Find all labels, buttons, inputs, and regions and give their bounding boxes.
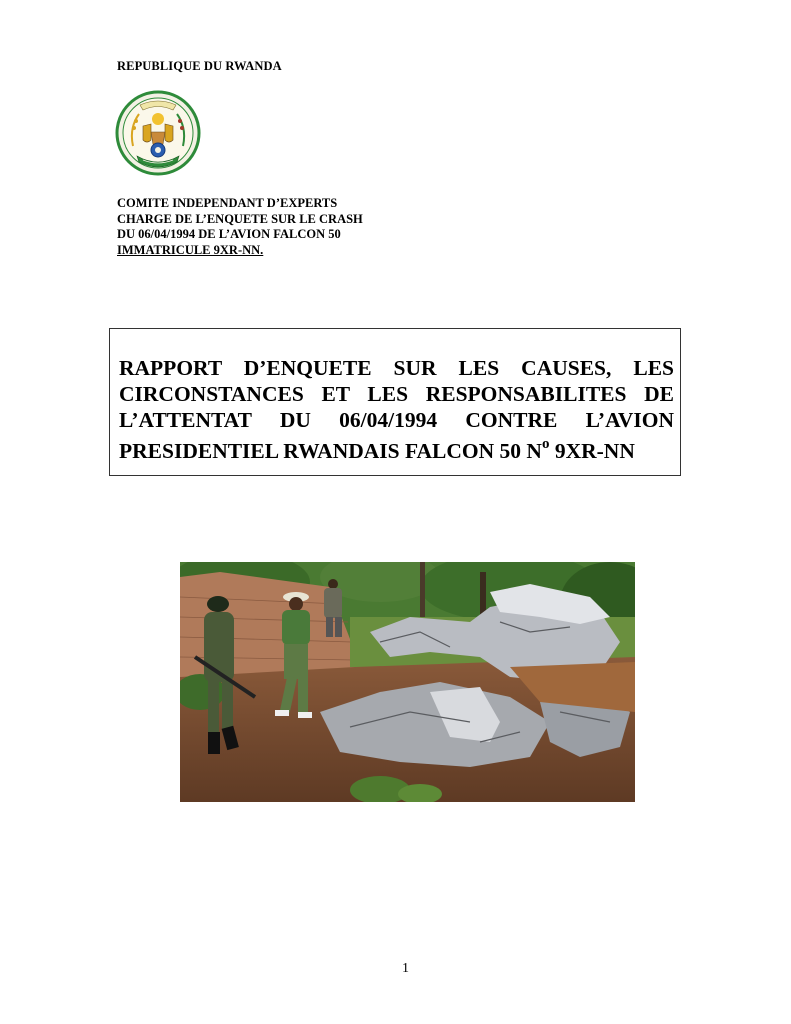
committee-line: DU 06/04/1994 DE L’AVION FALCON 50	[117, 227, 341, 241]
committee-registration-line: IMMATRICULE 9XR-NN.	[117, 242, 264, 257]
title-line: RAPPORT D’ENQUETE SUR LES CAUSES, LES	[119, 356, 674, 380]
title-line-last	[119, 433, 674, 464]
crash-site-photo	[180, 562, 635, 802]
country-heading: REPUBLIQUE DU RWANDA	[117, 59, 282, 73]
rwanda-coat-of-arms-icon	[113, 88, 203, 180]
committee-line: COMITE INDEPENDANT D’EXPERTS	[117, 196, 338, 210]
report-title-box	[109, 328, 681, 476]
report-title	[119, 355, 674, 464]
committee-block	[117, 196, 363, 258]
title-line: L’ATTENTAT DU 06/04/1994 CONTRE L’AVION	[119, 408, 674, 432]
title-superscript: o	[541, 436, 550, 452]
title-line: CIRCONSTANCES ET LES RESPONSABILITES DE	[119, 382, 674, 406]
title-text-part: PRESIDENTIEL RWANDAIS FALCON 50 N	[119, 439, 542, 464]
page-number: 1	[402, 961, 409, 976]
title-text-part: 9XR-NN	[549, 439, 635, 464]
committee-line: CHARGE DE L’ENQUETE SUR LE CRASH	[117, 211, 363, 226]
